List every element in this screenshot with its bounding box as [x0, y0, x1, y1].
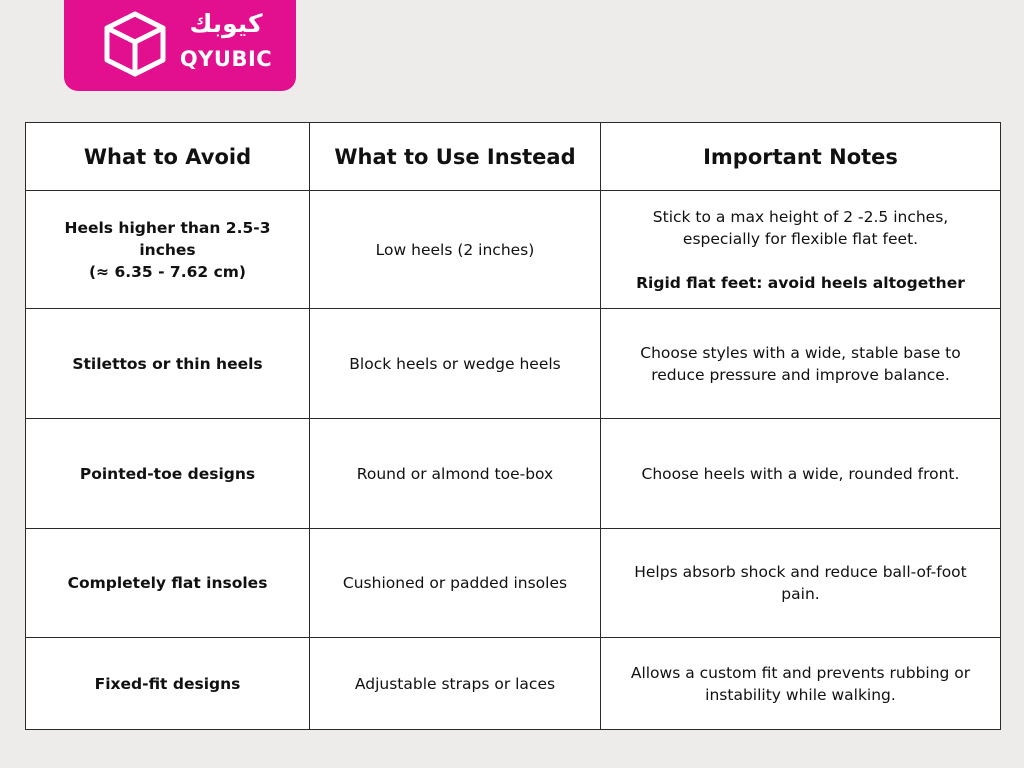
comparison-table [25, 122, 1001, 730]
logo-arabic-text: كيوبك [189, 9, 263, 38]
logo-banner [64, 0, 296, 91]
instead-cell: Adjustable straps or laces [310, 638, 601, 730]
avoid-cell [26, 419, 310, 529]
notes-cell [601, 419, 1001, 529]
avoid-cell [26, 638, 310, 730]
notes-text: Stick to a max height of 2 -2.5 inches, [652, 207, 949, 226]
notes-text: pain. [781, 585, 820, 603]
notes-cell [601, 309, 1001, 419]
notes-text: Helps absorb shock and reduce ball-of-foot [634, 563, 967, 581]
notes-cell [601, 191, 1001, 309]
instead-cell: Cushioned or padded insoles [310, 529, 601, 638]
table-row [26, 529, 1001, 638]
notes-text: instability while walking. [705, 685, 896, 704]
avoid-text: Pointed-toe designs [79, 464, 256, 483]
notes-text: Choose styles with a wide, stable base to [640, 343, 961, 362]
notes-text: Choose heels with a wide, rounded front. [641, 464, 960, 483]
table-header-row [26, 123, 1001, 191]
instead-cell: Low heels (2 inches) [310, 191, 601, 309]
header-what-to-use-instead: What to Use Instead [310, 123, 601, 191]
cube-icon [102, 9, 168, 79]
notes-emphasis: Rigid flat feet: avoid heels altogether [636, 273, 965, 292]
avoid-text: Completely flat insoles [67, 574, 268, 592]
table-row [26, 309, 1001, 419]
avoid-text: Fixed-fit designs [94, 674, 241, 693]
logo-wordmark: QYUBIC [179, 47, 273, 71]
instead-cell: Block heels or wedge heels [310, 309, 601, 419]
header-what-to-avoid: What to Avoid [26, 123, 310, 191]
avoid-cell [26, 529, 310, 638]
avoid-text: Heels higher than 2.5-3 inches [64, 218, 271, 259]
avoid-text: Stilettos or thin heels [72, 354, 263, 373]
notes-cell [601, 529, 1001, 638]
notes-text: reduce pressure and improve balance. [651, 365, 950, 384]
instead-cell: Round or almond toe-box [310, 419, 601, 529]
avoid-cell [26, 191, 310, 309]
table-row [26, 191, 1001, 309]
header-important-notes: Important Notes [601, 123, 1001, 191]
notes-text: especially for flexible flat feet. [682, 229, 919, 248]
table-row [26, 419, 1001, 529]
avoid-text: (≈ 6.35 - 7.62 cm) [89, 262, 246, 281]
notes-text: Allows a custom fit and prevents rubbing or [630, 663, 971, 682]
table-row [26, 638, 1001, 730]
avoid-cell [26, 309, 310, 419]
notes-cell [601, 638, 1001, 730]
